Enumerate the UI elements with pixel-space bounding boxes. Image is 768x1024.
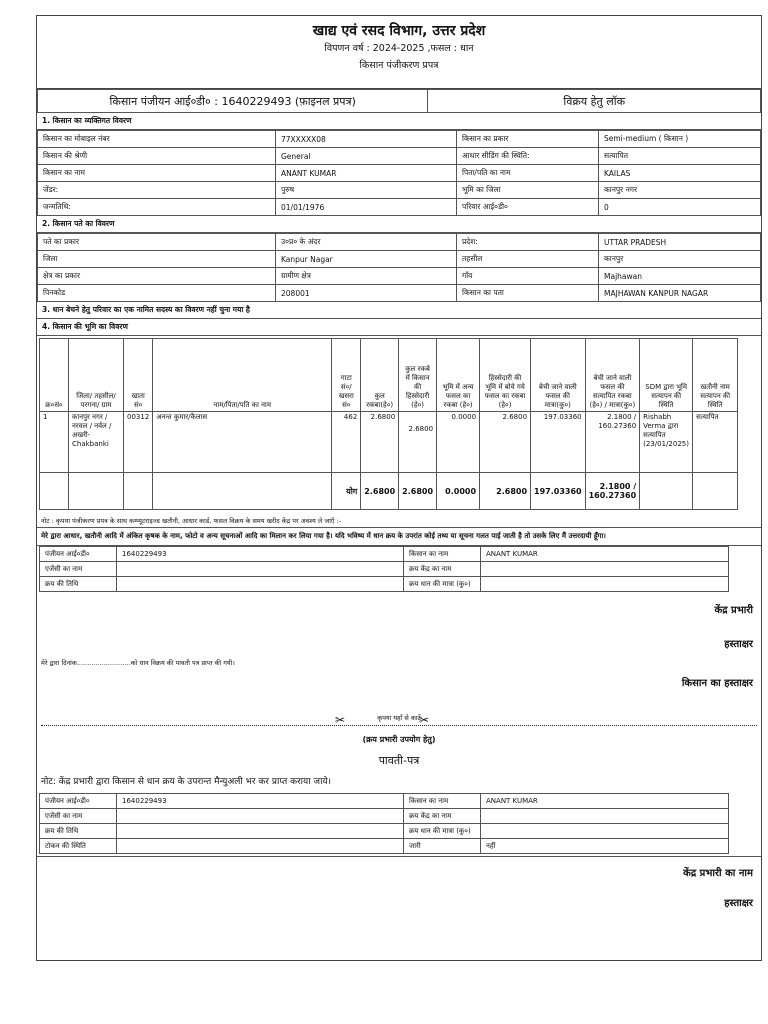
field-value: ANANT KUMAR: [276, 165, 457, 182]
table-cell: 462: [332, 412, 361, 473]
field-value: सत्यापित: [599, 148, 761, 165]
field-label: जिला: [38, 251, 276, 268]
field-value: 77XXXXX08: [276, 131, 457, 148]
field-label: किसान का नाम: [404, 547, 481, 562]
table-cell: 1: [40, 412, 69, 473]
field-label: पते का प्रकार: [38, 234, 276, 251]
table-row: [38, 199, 761, 216]
column-header: जिला/ तहसील/ परगना/ ग्राम: [69, 339, 124, 412]
field-label: क्रय केंद्र का नाम: [404, 809, 481, 824]
address-details-table: [37, 233, 761, 302]
field-value: कानपुर नगर: [599, 182, 761, 199]
season-line: विपणन वर्ष : 2024-2025 ,फसल : धान: [324, 43, 474, 54]
section-personal-title: 1. किसान का व्यक्तिगत विवरण: [37, 113, 761, 130]
form-header: [37, 16, 761, 89]
total-value: 197.03360: [531, 473, 586, 510]
field-value: 1640229493: [117, 794, 404, 809]
documents-note: नोट : कृपया पंजीकरण प्रपत्र के साथ कम्प्यूटराइज्ड खतौनी, आधार कार्ड, फसल विक्रय के समय खरीद केंद्र पर अवश्य ले जाएँ :-: [41, 517, 342, 525]
lock-status: विक्रय हेतु लॉक: [428, 90, 761, 113]
field-label: एजेंसी का नाम: [40, 809, 117, 824]
field-value: 208001: [276, 285, 457, 302]
field-value: UTTAR PRADESH: [599, 234, 761, 251]
table-cell: 2.6800: [480, 412, 531, 473]
table-header-row: [40, 339, 738, 412]
field-label: क्रय की तिथि: [40, 577, 117, 592]
field-label: एजेंसी का नाम: [40, 562, 117, 577]
field-value: [481, 562, 729, 577]
field-label: क्रय धान की मात्रा (कु०): [404, 577, 481, 592]
table-row: [38, 251, 761, 268]
column-header: कुल रकबे में किसान की हिस्सेदारी (हे०): [399, 339, 437, 412]
scissors-icon: ✂: [335, 713, 346, 727]
cut-line: [37, 713, 761, 733]
column-header: भूमि में अन्य फसल का रकबा (हे०): [437, 339, 480, 412]
field-label: तहसील: [457, 251, 599, 268]
column-header: गाटा सं०/ खसरा सं०: [332, 339, 361, 412]
field-value: Majhawan: [599, 268, 761, 285]
field-value: KAILAS: [599, 165, 761, 182]
column-header: नाम/पिता/पति का नाम: [153, 339, 332, 412]
column-header: क्र०सं०: [40, 339, 69, 412]
field-value: Kanpur Nagar: [276, 251, 457, 268]
total-value: 2.1800 / 160.27360: [585, 473, 640, 510]
field-label: प्रदेश:: [457, 234, 599, 251]
field-value: 1640229493: [117, 547, 404, 562]
empty-cell: [124, 473, 153, 510]
title-bar: [37, 89, 761, 113]
receipt-slip-table: [39, 793, 729, 854]
department-title: खाद्य एवं रसद विभाग, उत्तर प्रदेश: [312, 23, 486, 39]
table-cell: कानपुर नगर / नरवल / नर्वल / अखरी-Chakbanki: [69, 412, 124, 473]
field-label: पंजीयन आई०डी०: [40, 794, 117, 809]
total-value: 2.6800: [361, 473, 399, 510]
table-cell: 0.0000: [437, 412, 480, 473]
receipt-acknowledgement: मेरे द्वारा दिनांक..........................को धान विक्रय की पावती पत्र प्राप्त की गयी।: [41, 659, 235, 667]
registration-form: [36, 15, 762, 961]
table-row: [40, 547, 729, 562]
registration-id-title: किसान पंजीयन आई०डी० : 1640229493 (फ़ाइनल प्रपत्र): [38, 90, 428, 113]
table-row: [40, 809, 729, 824]
field-label: पंजीयन आई०डी०: [40, 547, 117, 562]
column-header: खतौनी नाम सत्यापन की स्थिति: [693, 339, 738, 412]
field-value: Semi-medium ( किसान ): [599, 131, 761, 148]
total-value: 2.6800: [399, 473, 437, 510]
column-header: बेची जाने वाली फसल की सत्यापित रकबा (हे०) / मात्रा(कु०): [585, 339, 640, 412]
field-label: जन्मतिथि:: [38, 199, 276, 216]
field-value: कानपुर: [599, 251, 761, 268]
center-incharge-label: केंद्र प्रभारी: [714, 605, 753, 616]
field-label: किसान का नाम: [38, 165, 276, 182]
column-header: बेची जाने वाली फसल की मात्रा(कु०): [531, 339, 586, 412]
table-row: [40, 412, 738, 473]
field-value: [117, 809, 404, 824]
table-cell: 2.1800 / 160.27360: [585, 412, 640, 473]
purchase-use-label: (क्रय प्रभारी उपयोग हेतु): [362, 735, 436, 744]
column-header: खाता सं०: [124, 339, 153, 412]
section-nominee-title: 3. धान बेचने हेतु परिवार का एक नामित सदस्य का विवरण नहीं चुना गया है: [37, 302, 761, 319]
field-value: 01/01/1976: [276, 199, 457, 216]
field-value: General: [276, 148, 457, 165]
field-value: [117, 824, 404, 839]
field-label: आधार सीडिंग की स्थिति:: [457, 148, 599, 165]
empty-cell: [693, 473, 738, 510]
field-label: किसान का पता: [457, 285, 599, 302]
column-header: SDM द्वारा भूमि सत्यापन की स्थिति: [640, 339, 693, 412]
table-row: [40, 824, 729, 839]
field-label: किसान का प्रकार: [457, 131, 599, 148]
field-label: किसान का नाम: [404, 794, 481, 809]
table-row: [38, 131, 761, 148]
empty-cell: [153, 473, 332, 510]
signature-label: हस्ताक्षर: [724, 639, 753, 650]
column-header: हिस्सेदारी की भूमि में बोये गये फसल का रकबा (हे०): [480, 339, 531, 412]
empty-cell: [640, 473, 693, 510]
field-label: क्रय की तिथि: [40, 824, 117, 839]
field-label: किसान की श्रेणी: [38, 148, 276, 165]
table-row: [40, 562, 729, 577]
declaration-note: मेरे द्वारा आधार, खतौनी आदि में अंकित कृषक के नाम, फोटो व अन्य सूचनाओं आदि का मिलान कर लिया गया है। यदि भविष्य में धान क्रय के उपरांत कोई तथ्य या सूचना गलत पाई जाती है तो उसके लिए मैं उत्तरदायी हूँगा।: [37, 527, 761, 546]
field-value: ANANT KUMAR: [481, 547, 729, 562]
table-cell: सत्यापित: [693, 412, 738, 473]
table-cell: 2.6800: [361, 412, 399, 473]
receipt-note: नोट: केंद्र प्रभारी द्वारा किसान से धान क्रय के उपरान्त मैन्युअली भर कर प्राप्त कराया जाये।: [41, 777, 332, 787]
field-value: ग्रामीण क्षेत्र: [276, 268, 457, 285]
receipt-signature-label: हस्ताक्षर: [724, 898, 753, 909]
field-value: ANANT KUMAR: [481, 794, 729, 809]
table-row: [40, 577, 729, 592]
field-value: MAJHAWAN KANPUR NAGAR: [599, 285, 761, 302]
field-label: पिता/पति का नाम: [457, 165, 599, 182]
field-value: [481, 577, 729, 592]
table-cell: Rishabh Verma द्वारा सत्यापित (23/01/2025): [640, 412, 693, 473]
field-label: क्षेत्र का प्रकार: [38, 268, 276, 285]
total-row: [40, 473, 738, 510]
land-details-table: [39, 338, 738, 510]
farmer-signature-label: किसान का हस्ताक्षर: [681, 678, 753, 689]
total-label: योग: [332, 473, 361, 510]
purchase-slip-table: [39, 546, 729, 592]
field-label: जेंडर:: [38, 182, 276, 199]
field-label: गाँव: [457, 268, 599, 285]
field-value: [481, 809, 729, 824]
field-value: 0: [599, 199, 761, 216]
field-value: [117, 577, 404, 592]
table-row: [40, 839, 729, 854]
section-address-title: 2. किसान पते का विवरण: [37, 216, 761, 233]
field-label: क्रय धान की मात्रा (कु०): [404, 824, 481, 839]
table-row: [38, 234, 761, 251]
empty-cell: [40, 473, 69, 510]
table-row: [38, 182, 761, 199]
field-value: नहीं: [481, 839, 729, 854]
field-value: [481, 824, 729, 839]
field-label: भूमि का जिला: [457, 182, 599, 199]
total-value: 0.0000: [437, 473, 480, 510]
column-header: कुल रकबा(हे०): [361, 339, 399, 412]
field-value: [117, 839, 404, 854]
total-value: 2.6800: [480, 473, 531, 510]
form-name: किसान पंजीकरण प्रपत्र: [359, 60, 439, 71]
field-label: परिवार आई०डी०: [457, 199, 599, 216]
field-label: पिनकोड: [38, 285, 276, 302]
empty-cell: [69, 473, 124, 510]
personal-details-table: [37, 130, 761, 216]
field-value: पुरुष: [276, 182, 457, 199]
table-cell: 2.6800: [399, 412, 437, 473]
table-cell: 00312: [124, 412, 153, 473]
table-row: [38, 285, 761, 302]
receipt-title: पावती-पत्र: [378, 754, 420, 767]
scissors-icon: ✂: [419, 713, 430, 727]
field-label: किसान का मोबाइल नंबर: [38, 131, 276, 148]
cut-label: कृपया यहाँ से काटें: [377, 714, 421, 722]
section-land-title: 4. किसान की भूमि का विवरण: [37, 319, 761, 336]
field-value: उ०प्र० के अंदर: [276, 234, 457, 251]
table-row: [38, 268, 761, 285]
incharge-name-label: केंद्र प्रभारी का नाम: [683, 868, 753, 879]
table-row: [40, 794, 729, 809]
table-row: [38, 165, 761, 182]
field-label: क्रय केंद्र का नाम: [404, 562, 481, 577]
table-cell: 197.03360: [531, 412, 586, 473]
field-label: जारी: [404, 839, 481, 854]
table-row: [38, 148, 761, 165]
table-cell: अनन्त कुमार/कैलास: [153, 412, 332, 473]
field-value: [117, 562, 404, 577]
field-label: टोकन की स्थिति: [40, 839, 117, 854]
